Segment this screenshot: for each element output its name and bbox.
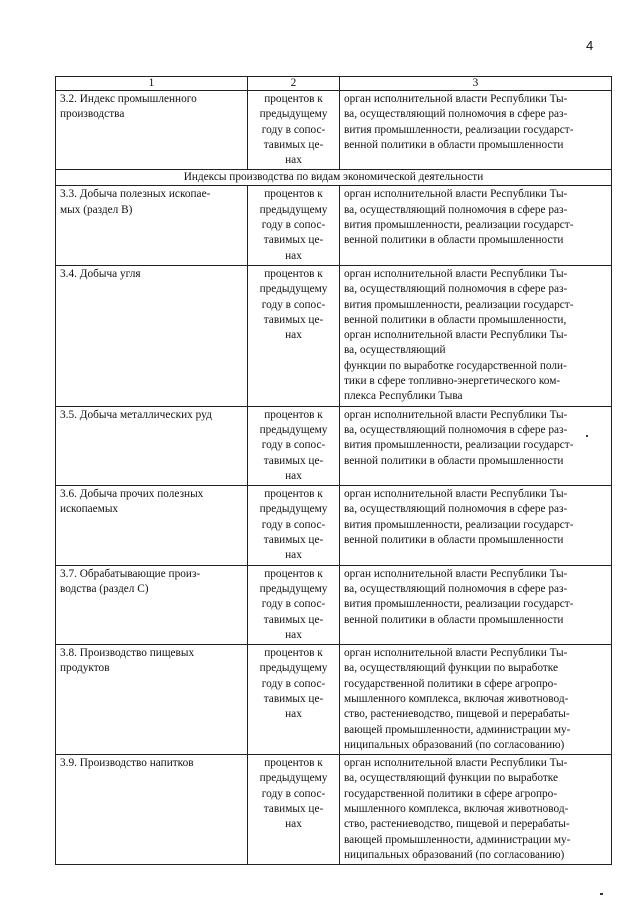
unit-of-measure	[248, 565, 340, 644]
indicator-name-line: 3.4. Добыча угля	[60, 267, 141, 280]
table-row	[56, 486, 612, 565]
unit-of-measure-line: тавимых це-	[263, 803, 324, 816]
responsible-body-line: вития промышленности, реализации государст-	[344, 123, 574, 136]
table-row	[56, 406, 612, 485]
unit-of-measure	[248, 265, 340, 406]
unit-of-measure	[248, 186, 340, 265]
responsible-body-line: государственной политики в сфере агропро-	[344, 787, 558, 800]
unit-of-measure-line: предыдущему	[259, 582, 328, 595]
responsible-body-line: вития промышленности, реализации государст-	[344, 518, 574, 531]
responsible-body-line: ва, осуществляющий полномочия в сфере раз-	[344, 203, 568, 216]
table-row	[56, 645, 612, 755]
unit-of-measure	[248, 486, 340, 565]
scan-speck	[586, 435, 588, 437]
indicator-name	[56, 91, 248, 170]
unit-of-measure-line: предыдущему	[259, 423, 328, 436]
unit-of-measure-line: процентов к	[264, 267, 323, 280]
responsible-body-line: вития промышленности, реализации государст-	[344, 598, 574, 611]
indicator-name-line: 3.5. Добыча металлических руд	[60, 408, 212, 421]
unit-of-measure	[248, 755, 340, 865]
responsible-body	[340, 755, 612, 865]
unit-of-measure-line: году в сопос-	[261, 439, 326, 452]
unit-of-measure-line: предыдущему	[259, 203, 328, 216]
responsible-body-line: венной политики в области промышленности	[344, 454, 564, 467]
responsible-body-line: орган исполнительной власти Республики Ты-	[344, 757, 568, 770]
unit-of-measure	[248, 406, 340, 485]
responsible-body	[340, 565, 612, 644]
unit-of-measure-line: нах	[285, 329, 302, 342]
responsible-body-line: ство, растениеводство, пищевой и перерабаты-	[344, 708, 570, 721]
unit-of-measure-line: тавимых це-	[263, 138, 324, 151]
responsible-body	[340, 645, 612, 755]
unit-of-measure-line: предыдущему	[259, 108, 328, 121]
responsible-body	[340, 486, 612, 565]
unit-of-measure-line: процентов к	[264, 188, 323, 201]
unit-of-measure-line: году в сопос-	[261, 518, 326, 531]
unit-of-measure-line: процентов к	[264, 488, 323, 501]
indicator-name-line: 3.6. Добыча прочих полезных	[60, 488, 204, 501]
responsible-body-line: ва, осуществляющий полномочия в сфере раз-	[344, 423, 568, 436]
unit-of-measure-line: тавимых це-	[263, 313, 324, 326]
responsible-body-line: ство, растениеводство, пищевой и перерабаты-	[344, 818, 570, 831]
unit-of-measure-line: предыдущему	[259, 503, 328, 516]
unit-of-measure-line: тавимых це-	[263, 613, 324, 626]
column-header: 1	[56, 77, 248, 91]
responsible-body-line: ва, осуществляющий полномочия в сфере раз-	[344, 283, 568, 296]
responsible-body-line: орган исполнительной власти Республики Ты-	[344, 93, 568, 105]
table-row	[56, 186, 612, 265]
section-title: Индексы производства по видам экономической деятельности	[56, 170, 612, 186]
responsible-body-line: вающей промышленности, администрации му-	[344, 833, 571, 846]
header-row	[56, 77, 612, 91]
unit-of-measure-line: году в сопос-	[261, 219, 326, 232]
unit-of-measure	[248, 645, 340, 755]
unit-of-measure-line: нах	[285, 249, 302, 262]
unit-of-measure-line: году в сопос-	[261, 677, 326, 690]
responsible-body-line: мышленного комплекса, включая животновод-	[344, 803, 569, 816]
responsible-body	[340, 265, 612, 406]
indicator-name	[56, 406, 248, 485]
indicator-name-line: производства	[60, 108, 125, 121]
unit-of-measure	[248, 91, 340, 170]
responsible-body-line: ва, осуществляющий	[344, 344, 446, 357]
responsible-body-line: ва, осуществляющий функции по выработке	[344, 662, 559, 675]
table-row	[56, 565, 612, 644]
unit-of-measure-line: процентов к	[264, 567, 323, 580]
responsible-body	[340, 186, 612, 265]
responsible-body-line: венной политики в области промышленности	[344, 234, 564, 247]
unit-of-measure-line: нах	[285, 818, 302, 831]
indicator-name-line: мых (раздел В)	[60, 203, 133, 216]
responsible-body-line: ва, осуществляющий полномочия в сфере раз-	[344, 503, 568, 516]
responsible-body-line: ва, осуществляющий полномочия в сфере раз-	[344, 582, 568, 595]
unit-of-measure-line: предыдущему	[259, 772, 328, 785]
column-header: 3	[340, 77, 612, 91]
indicators-table	[55, 76, 612, 865]
unit-of-measure-line: нах	[285, 549, 302, 562]
unit-of-measure-line: предыдущему	[259, 662, 328, 675]
responsible-body-line: орган исполнительной власти Республики Ты-	[344, 488, 568, 501]
responsible-body	[340, 91, 612, 170]
responsible-body-line: государственной политики в сфере агропро-	[344, 677, 558, 690]
scan-speck	[600, 893, 603, 895]
unit-of-measure-line: нах	[285, 154, 302, 167]
responsible-body-line: орган исполнительной власти Республики Ты-	[344, 647, 568, 660]
indicator-name	[56, 645, 248, 755]
responsible-body-line: ва, осуществляющий функции по выработке	[344, 772, 559, 785]
responsible-body-line: венной политики в области промышленности	[344, 138, 564, 151]
indicator-name-line: 3.8. Производство пищевых	[60, 647, 195, 660]
unit-of-measure-line: нах	[285, 469, 302, 482]
responsible-body-line: венной политики в области промышленности,	[344, 313, 567, 326]
unit-of-measure-line: году в сопос-	[261, 123, 326, 136]
unit-of-measure-line: нах	[285, 708, 302, 721]
responsible-body-line: ниципальных образований (по согласованию)	[344, 738, 565, 751]
unit-of-measure-line: тавимых це-	[263, 692, 324, 705]
indicator-name	[56, 486, 248, 565]
unit-of-measure-line: процентов к	[264, 408, 323, 421]
responsible-body-line: венной политики в области промышленности	[344, 613, 564, 626]
responsible-body-line: орган исполнительной власти Республики Ты-	[344, 188, 568, 201]
responsible-body-line: ва, осуществляющий полномочия в сфере раз-	[344, 108, 568, 121]
responsible-body-line: орган исполнительной власти Республики Ты-	[344, 567, 568, 580]
responsible-body-line: вития промышленности, реализации государст-	[344, 298, 574, 311]
unit-of-measure-line: году в сопос-	[261, 298, 326, 311]
responsible-body-line: вающей промышленности, администрации му-	[344, 723, 571, 736]
unit-of-measure-line: процентов к	[264, 647, 323, 660]
indicator-name-line: 3.2. Индекс промышленного	[60, 93, 197, 105]
unit-of-measure-line: процентов к	[264, 93, 323, 105]
indicator-name-line: 3.3. Добыча полезных ископае-	[60, 188, 211, 201]
indicator-name-line: ископаемых	[60, 503, 119, 516]
responsible-body-line: вития промышленности, реализации государст-	[344, 219, 574, 232]
page-number: 4	[586, 38, 594, 53]
responsible-body-line: орган исполнительной власти Республики Ты-	[344, 408, 568, 421]
indicator-name-line: продуктов	[60, 662, 110, 675]
responsible-body-line: функции по выработке государственной поли-	[344, 359, 567, 372]
unit-of-measure-line: году в сопос-	[261, 598, 326, 611]
indicator-name	[56, 265, 248, 406]
responsible-body-line: ниципальных образований (по согласованию)	[344, 848, 565, 861]
section-row	[56, 170, 612, 186]
unit-of-measure-line: нах	[285, 628, 302, 641]
unit-of-measure-line: тавимых це-	[263, 454, 324, 467]
indicator-name	[56, 186, 248, 265]
indicator-name-line: 3.7. Обрабатывающие произ-	[60, 567, 201, 580]
unit-of-measure-line: году в сопос-	[261, 787, 326, 800]
column-header: 2	[248, 77, 340, 91]
table-row	[56, 91, 612, 170]
indicator-name	[56, 565, 248, 644]
indicator-name	[56, 755, 248, 865]
table-row	[56, 265, 612, 406]
responsible-body-line: орган исполнительной власти Республики Ты-	[344, 329, 568, 342]
unit-of-measure-line: тавимых це-	[263, 234, 324, 247]
indicator-name-line: 3.9. Производство напитков	[60, 757, 194, 770]
responsible-body-line: плекса Республики Тыва	[344, 390, 463, 403]
responsible-body-line: венной политики в области промышленности	[344, 534, 564, 547]
responsible-body-line: вития промышленности, реализации государст-	[344, 439, 574, 452]
unit-of-measure-line: предыдущему	[259, 283, 328, 296]
indicator-name-line: водства (раздел С)	[60, 582, 149, 595]
unit-of-measure-line: процентов к	[264, 757, 323, 770]
responsible-body	[340, 406, 612, 485]
table-row	[56, 755, 612, 865]
responsible-body-line: мышленного комплекса, включая животновод-	[344, 692, 569, 705]
unit-of-measure-line: тавимых це-	[263, 534, 324, 547]
responsible-body-line: тики в сфере топливно-энергетического ком-	[344, 375, 561, 388]
responsible-body-line: орган исполнительной власти Республики Ты-	[344, 267, 568, 280]
